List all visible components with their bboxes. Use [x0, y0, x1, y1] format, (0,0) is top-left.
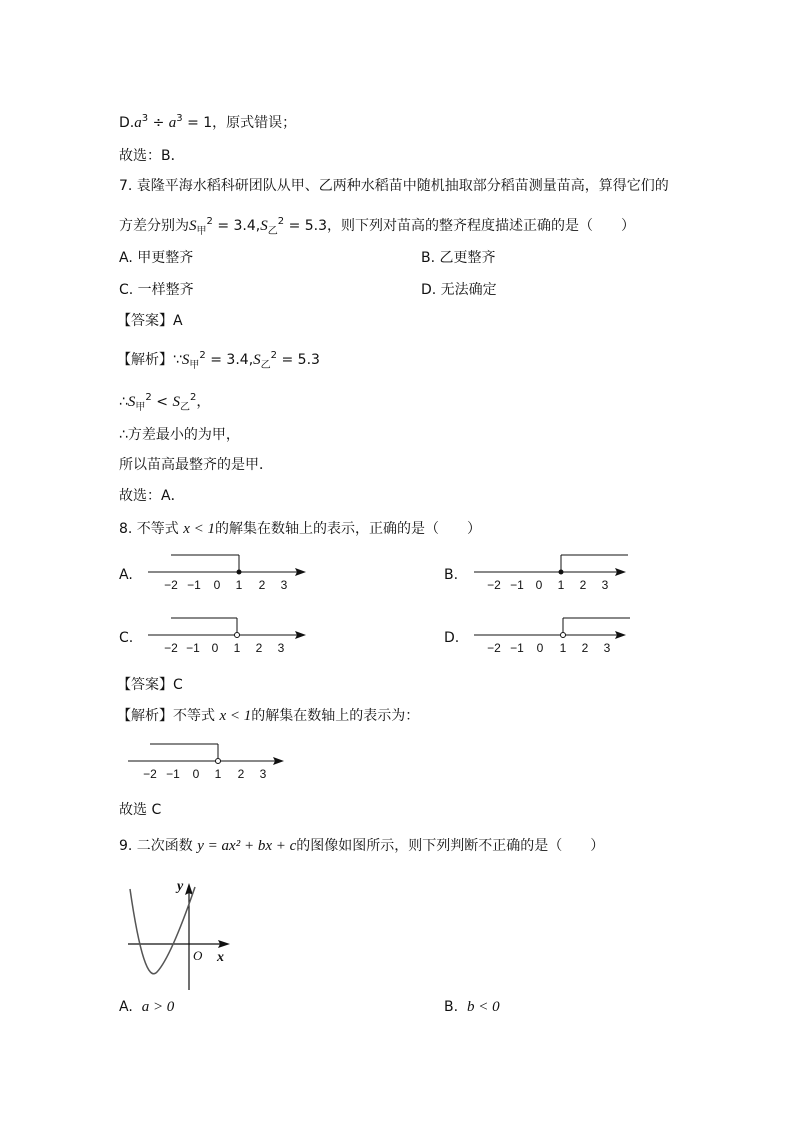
tick-label: 2 [237, 767, 245, 781]
subscript-jia: 甲 [189, 360, 200, 371]
tick-label: 1 [557, 578, 565, 592]
tick-label: 0 [213, 578, 221, 592]
tick-label: 1 [559, 641, 567, 655]
yi-variance-value: = 5.3 [288, 218, 328, 234]
x-axis-label: x [217, 950, 224, 965]
therefore-sign: ∴ [119, 394, 128, 410]
number-line-option-c [140, 611, 320, 661]
tick-label: −1 [187, 578, 201, 592]
option-label: A. [119, 999, 133, 1015]
quadratic-function: y = ax² + bx + c [197, 838, 297, 854]
number-line-option-b [466, 548, 646, 598]
tick-label: 1 [214, 767, 222, 781]
q8-option-a-label: A. [119, 567, 133, 583]
subscript-yi: 乙 [260, 360, 271, 371]
option-label: B. [444, 999, 459, 1015]
exponent: 3 [141, 113, 149, 124]
q7-step3: ∴方差最小的为甲， [119, 427, 240, 443]
conclusion-text: ，原式错误； [212, 115, 297, 131]
option-b-expr: b < 0 [466, 999, 500, 1015]
q8-stem-tail: 的解集在数轴上的表示，正确的是（ ） [215, 521, 482, 537]
subscript-jia: 甲 [196, 226, 207, 237]
variance-symbol: S [189, 218, 197, 234]
pick-b-text: 故选：B． [119, 148, 185, 164]
analysis-label: 【解析】不等式 [117, 708, 215, 724]
q9-option-b [444, 998, 500, 1016]
q7-option-d: D. 无法确定 [421, 282, 497, 298]
equals-one: = 1 [187, 115, 213, 131]
q8-option-d-label: D. [444, 630, 460, 646]
divide-sign: ÷ [152, 115, 165, 131]
square: 2 [199, 350, 206, 361]
tick-label: 3 [259, 767, 267, 781]
tick-label: 3 [601, 578, 609, 592]
tick-label: −1 [510, 641, 524, 655]
option-a-expr: a > 0 [141, 999, 175, 1015]
tick-label: −2 [487, 578, 501, 592]
tick-label: 0 [535, 578, 543, 592]
tick-label: 3 [280, 578, 288, 592]
tick-label: 0 [211, 641, 219, 655]
q9-stem-prefix: 9. 二次函数 [119, 838, 193, 854]
tick-label: −2 [487, 641, 501, 655]
q8-analysis [117, 707, 419, 725]
q9-option-a [119, 998, 174, 1016]
number-line-option-d [466, 611, 646, 661]
q7-step4: 所以苗高最整齐的是甲． [119, 457, 273, 473]
q9-stem [119, 837, 604, 855]
q7-stem-tail: ，则下列对苗高的整齐程度描述正确的是（ ） [327, 218, 636, 234]
subscript-yi: 乙 [179, 402, 190, 413]
tick-label: 0 [192, 767, 200, 781]
option-d-previous [119, 110, 296, 132]
q8-stem-prefix: 8. 不等式 [119, 521, 179, 537]
q7-step2 [119, 389, 210, 417]
math-var: a [168, 115, 177, 131]
jia-variance-value: = 3.4, [217, 218, 261, 234]
square: 2 [277, 216, 285, 227]
subscript-jia: 甲 [135, 402, 146, 413]
inequality: x < 1 [219, 708, 252, 724]
tick-label: −1 [510, 578, 524, 592]
q7-analysis [117, 347, 320, 375]
tick-label: 2 [579, 578, 587, 592]
q7-option-b: B. 乙更整齐 [421, 250, 496, 266]
q7-pick: 故选：A． [119, 488, 185, 504]
inequality: x < 1 [183, 521, 216, 537]
parabola-graph [120, 873, 240, 998]
q7-option-a: A. 甲更整齐 [119, 250, 194, 266]
square: 2 [189, 392, 197, 403]
tick-label: −2 [164, 641, 178, 655]
tick-label: 1 [233, 641, 241, 655]
tick-label: 1 [235, 578, 243, 592]
variance-symbol: S [172, 394, 180, 410]
tick-label: −1 [186, 641, 200, 655]
comma: ， [196, 394, 211, 410]
q7-stem-prefix: 方差分别为 [119, 218, 189, 234]
subscript-yi: 乙 [267, 226, 278, 237]
option-label: D. [119, 115, 135, 131]
q7-stem-line1: 7. 袁隆平海水稻科研团队从甲、乙两种水稻苗中随机抽取部分稻苗测量苗高，算得它们的 [119, 178, 669, 194]
q8-answer: 【答案】C [117, 677, 183, 693]
q9-stem-tail: 的图像如图所示，则下列判断不正确的是（ ） [296, 838, 605, 854]
tick-label: 3 [603, 641, 611, 655]
tick-label: 2 [258, 578, 266, 592]
variance-symbol: S [127, 394, 136, 410]
q8-pick: 故选 C [119, 802, 162, 818]
q8-option-b-label: B. [444, 567, 459, 583]
variance-symbol: S [260, 218, 268, 234]
number-line-analysis [120, 737, 300, 787]
q8-option-c-label: C. [119, 630, 134, 646]
exponent: 3 [176, 113, 183, 124]
square: 2 [270, 350, 278, 361]
q7-option-c: C. 一样整齐 [119, 282, 194, 298]
jia-variance-value: = 3.4, [210, 352, 254, 368]
square: 2 [206, 216, 213, 227]
square: 2 [145, 392, 152, 403]
yi-variance-value: = 5.3 [281, 352, 320, 368]
tick-label: −2 [143, 767, 157, 781]
y-axis-label: y [177, 879, 184, 894]
analysis-label: 【解析】∵ [117, 352, 182, 368]
tick-label: 0 [536, 641, 544, 655]
math-var: a [134, 115, 142, 131]
tick-label: 2 [581, 641, 589, 655]
tick-label: 2 [255, 641, 263, 655]
q7-stem-line2 [119, 213, 635, 241]
analysis-tail: 的解集在数轴上的表示为： [251, 708, 420, 724]
variance-symbol: S [181, 352, 190, 368]
variance-symbol: S [253, 352, 261, 368]
number-line-option-a [140, 548, 320, 598]
origin-label: O [193, 948, 203, 963]
less-than-sign: < [156, 394, 168, 410]
tick-label: −2 [164, 578, 178, 592]
q7-answer: 【答案】A [117, 313, 183, 329]
tick-label: 3 [277, 641, 285, 655]
q8-stem [119, 520, 481, 538]
tick-label: −1 [166, 767, 180, 781]
